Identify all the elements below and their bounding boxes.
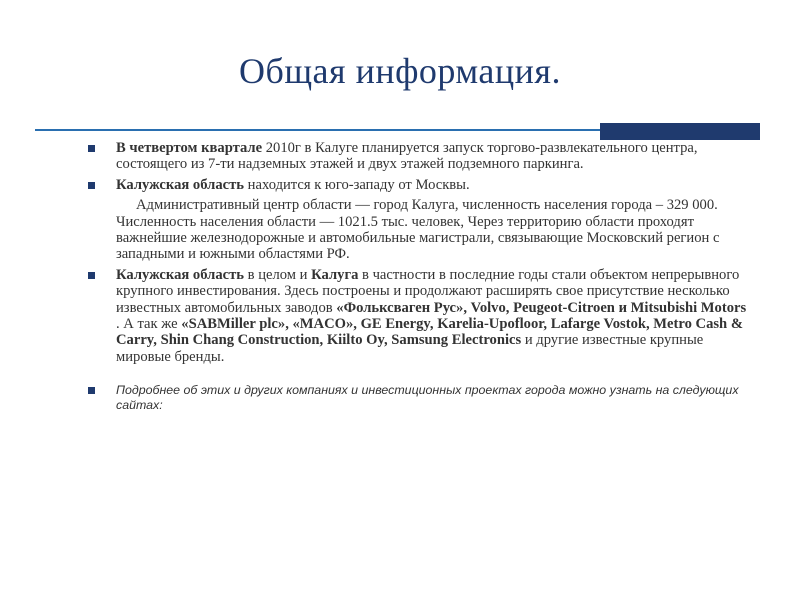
item-text: 2010г в Калуге планируется запуск торгово-развлекательного центра, состоящего из 7-ти надземных этажей и двух этажей подземного паркинга. [116, 140, 698, 173]
title-divider-line [35, 129, 605, 131]
item-bold-lead: Калужская область [116, 266, 245, 283]
title-accent-bar [600, 123, 760, 140]
square-bullet-icon [88, 182, 95, 189]
item-bold-city: Калуга [311, 266, 359, 283]
item-bold-lead: В четвертом квартале [116, 140, 263, 156]
more-info-note [88, 383, 753, 413]
item-bold-lead: Калужская область [116, 176, 245, 193]
region-details-paragraph: Административный центр области — город Калуга, численность населения города – 329 000. Численность населения области — 1021.5 тыс. человек, Через территорию области проходят важнейшие железнодорожные и автомобильные магистрали, связывающие Московский регион с западными и южными областями РФ. [116, 197, 720, 263]
bullet-item-region-location [88, 177, 753, 193]
note-text: Подробнее об этих и других компаниях и инвестиционных проектах города можно узнать на следующих сайтах: [116, 383, 739, 413]
square-bullet-icon [88, 387, 95, 394]
item-text: . А так же [116, 316, 182, 333]
item-bold-companies: «SABMiller plc», «MACO», GE Energy, Karelia-Upofloor, Lafarge Vostok, Metro Cash & Carry, Shin Chang Construction, Kiilto Oy, Samsung Electronics [116, 316, 743, 349]
slide-title: Общая информация. [239, 51, 561, 91]
bullet-item-mall [88, 140, 753, 173]
item-text: в целом и [244, 266, 312, 283]
square-bullet-icon [88, 272, 95, 279]
item-text: в частности в последние годы стали объектом непрерывного крупного инвестирования. Здесь построены и продолжают расширять свое присутствие несколько известных автомобильных заводов [116, 266, 740, 316]
item-text: находится к юго-западу от Москвы. [244, 176, 470, 193]
item-bold-automakers: «Фольксваген Рус», Volvo, Peugeot-Citroen и Mitsubishi Motors [336, 299, 747, 316]
slide-body [88, 140, 753, 413]
item-text: и другие известные крупные мировые бренды. [116, 332, 704, 365]
bullet-item-investment [88, 267, 753, 365]
square-bullet-icon [88, 145, 95, 152]
